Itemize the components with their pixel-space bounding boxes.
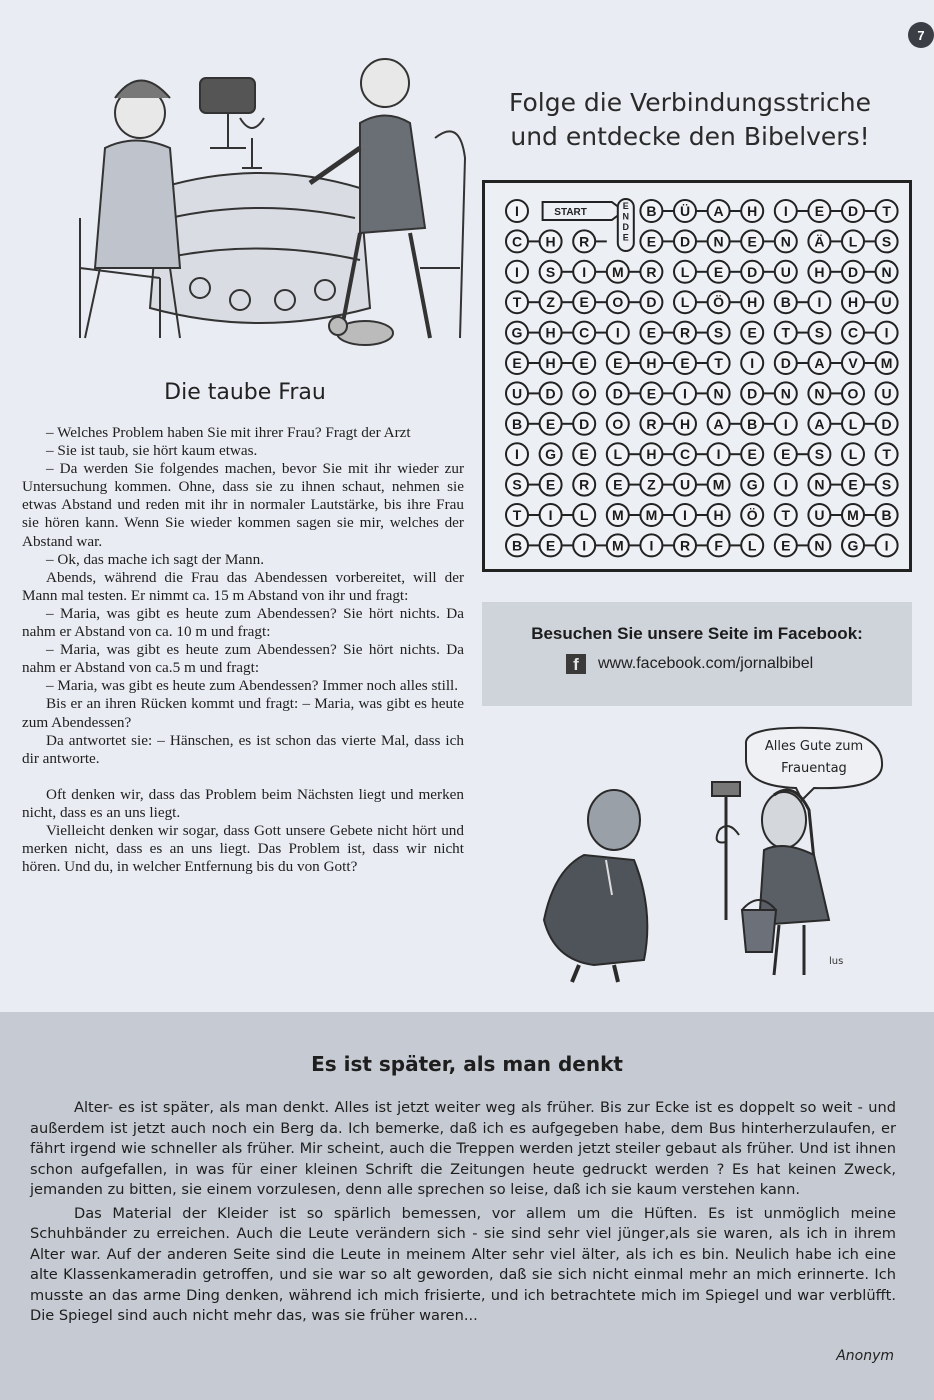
puzzle-letter: H: [713, 507, 724, 523]
puzzle-letter: I: [683, 507, 687, 523]
puzzle-letter: B: [511, 537, 523, 554]
puzzle-letter: I: [515, 446, 519, 463]
puzzle-letter: H: [545, 324, 556, 341]
end-label-letter: D: [622, 222, 630, 232]
puzzle-letter: L: [848, 415, 858, 432]
puzzle-letter: M: [611, 263, 624, 280]
puzzle-letter: O: [578, 385, 590, 402]
puzzle-letter: A: [713, 203, 724, 219]
puzzle-grid: [485, 183, 909, 569]
puzzle-letter: H: [747, 294, 758, 311]
puzzle-letter: M: [880, 355, 893, 371]
puzzle-letter: R: [579, 476, 590, 493]
puzzle-letter: T: [882, 446, 891, 463]
puzzle-letter: R: [646, 415, 657, 432]
puzzle-letter: N: [713, 385, 724, 402]
cartoon-signature: lus: [829, 956, 844, 967]
puzzle-letter: E: [781, 537, 791, 554]
puzzle-letter: L: [848, 233, 858, 250]
puzzle-letter: Z: [546, 294, 555, 311]
puzzle-letter: E: [579, 446, 589, 463]
puzzle-letter: U: [814, 507, 825, 523]
end-label-letter: E: [622, 201, 629, 211]
puzzle-letter: R: [679, 324, 691, 341]
puzzle-letter: Ö: [746, 507, 758, 523]
puzzle-letter: E: [579, 294, 589, 311]
puzzle-letter: O: [847, 385, 859, 402]
puzzle-letter: E: [781, 446, 791, 463]
story-paragraph: – Ok, das mache ich sagt der Mann.: [46, 550, 265, 568]
puzzle-letter: S: [512, 476, 522, 493]
story-paragraph: – Maria, was gibt es heute zum Abendessen? Sie hört nichts. Da nahm er Abstand von ca. 10 m und fragt:: [22, 604, 464, 641]
puzzle-letter: G: [511, 324, 523, 341]
facebook-link-row[interactable]: [566, 654, 813, 674]
puzzle-letter: D: [545, 385, 556, 402]
puzzle-letter: B: [646, 203, 657, 219]
puzzle-letter: E: [545, 476, 556, 493]
puzzle-title: [480, 86, 900, 154]
puzzle-letter: E: [747, 324, 757, 341]
puzzle-letter: V: [848, 355, 858, 371]
facebook-icon: f: [566, 654, 586, 674]
puzzle-letter: L: [848, 446, 858, 463]
story-paragraph: – Maria, was gibt es heute zum Abendessen? Sie hört nichts. Da nahm er Abstand von ca.5 m und fragt:: [22, 641, 464, 677]
puzzle-letter: E: [613, 355, 623, 371]
puzzle-letter: Ö: [713, 294, 725, 311]
puzzle-letter: D: [679, 233, 691, 250]
story-paragraph: Da antwortet sie: – Hänschen, es ist schon das vierte Mal, dass ich dir antworte.: [22, 731, 464, 767]
puzzle-letter: N: [814, 385, 825, 402]
puzzle-letter: E: [680, 355, 690, 371]
puzzle-letter: M: [611, 507, 624, 523]
puzzle-letter: O: [612, 294, 624, 311]
puzzle-letter: H: [747, 203, 758, 219]
story-paragraph: – Da werden Sie folgendes machen, bevor Sie mit ihr wieder zur Untersuchung kommen. Ohne, dass sie zu ihnen schaut, nehmen sie etwas Abstand und reden mit ihr in normaler Lautstärke, bis ihre Frau sie hören kann. Wenn Sie wieder kommen sagen sie mir, welches der Abstand war.: [22, 460, 464, 550]
facebook-heading: Besuchen Sie unsere Seite im Facebook:: [531, 624, 863, 643]
puzzle-letter: B: [511, 415, 523, 432]
puzzle-letter: E: [646, 385, 657, 402]
puzzle-letter: N: [814, 537, 825, 554]
puzzle-letter: O: [612, 415, 624, 432]
facebook-box: [482, 602, 912, 706]
puzzle-letter: S: [713, 324, 724, 341]
story-paragraph: Bis er an ihren Rücken kommt und fragt: – Maria, was gibt es heute zum Abendessen?: [22, 695, 464, 731]
puzzle-letter: I: [716, 446, 721, 463]
article-author: Anonym: [836, 1348, 894, 1364]
puzzle-letter: E: [613, 476, 623, 493]
puzzle-letter: R: [679, 537, 691, 554]
puzzle-letter: I: [750, 355, 755, 371]
puzzle-letter: I: [817, 294, 822, 311]
puzzle-letter: E: [512, 355, 522, 371]
puzzle-letter: S: [814, 324, 825, 341]
article-title: Es ist später, als man denkt: [311, 1052, 623, 1076]
puzzle-letter: E: [848, 476, 858, 493]
puzzle-letter: D: [646, 294, 657, 311]
article-paragraph: Alter- es ist später, als man denkt. Alles ist jetzt weiter weg als früher. Bis zur Ecke ist es doppelt so weit - und außerdem ist jetzt auch noch ein Berg da. Ich bemerke, daß ich es aufgegeben habe, dem Bus hinterherzulaufen, er fährt irgend wie schneller als früher. Mir scheint, auch die Treppen werden jetzt steiler gebaut als früher. Und ist ihnen schon aufgefallen, in was für einer kleinen Schrift die Zeitungen heute gedruckt werden ? Es hat keinen Zweck, jemanden zu bitten, sie einem vorzulesen, denn alle sprechen so leise, daß ich sie kaum verstehen kann.: [30, 1099, 896, 1198]
puzzle-letter: R: [646, 263, 657, 280]
puzzle-letter: Ä: [814, 233, 825, 250]
puzzle-letter: I: [582, 537, 587, 554]
end-label-letter: N: [622, 211, 630, 222]
puzzle-letter: H: [847, 294, 859, 311]
puzzle-letter: I: [615, 324, 620, 341]
puzzle-letter: G: [746, 476, 758, 493]
puzzle-letter: T: [714, 355, 723, 371]
puzzle-letter: I: [515, 263, 519, 280]
puzzle-letter: L: [680, 263, 690, 280]
puzzle-letter: D: [881, 415, 892, 432]
story-paragraph: – Sie ist taub, sie hört kaum etwas.: [46, 442, 258, 460]
puzzle-letter: D: [847, 203, 859, 219]
puzzle-letter: I: [548, 507, 553, 523]
puzzle-letter: D: [579, 415, 590, 432]
puzzle-letter: Z: [647, 476, 656, 493]
puzzle-letter: I: [649, 537, 654, 554]
end-label-letter: E: [622, 232, 629, 243]
letter-puzzle: [482, 180, 912, 572]
puzzle-letter: S: [881, 233, 892, 250]
puzzle-letter: L: [613, 446, 623, 463]
start-label: START: [554, 207, 587, 218]
puzzle-letter: M: [645, 507, 658, 523]
puzzle-letter: M: [611, 537, 624, 554]
puzzle-letter: C: [847, 324, 859, 341]
puzzle-letter: F: [714, 537, 723, 554]
puzzle-letter: M: [712, 476, 725, 493]
story-paragraph: Abends, während die Frau das Abendessen vorbereitet, will der Mann mal testen. Er nimmt ca. 15 m Abstand von ihr und fragt:: [22, 568, 464, 604]
puzzle-letter: D: [747, 385, 758, 402]
puzzle-letter: N: [780, 385, 791, 402]
facebook-url[interactable]: www.facebook.com/jornalbibel: [598, 655, 814, 672]
puzzle-letter: H: [679, 415, 691, 432]
story-paragraph: – Maria, was gibt es heute zum Abendessen? Immer noch alles still.: [46, 677, 459, 695]
puzzle-letter: N: [713, 233, 724, 250]
article-paragraph: Das Material der Kleider ist so spärlich bemessen, vor allem um die Hüften. Es ist unmöglich meine Schuhbänder zu erreichen. Auch die Leute verändern sich - sie sind sehr viel jünger,als sie waren, als ich in ihrem Alter war. Auf der anderen Seite sind die Leute in meinem Alter sehr viel älter, als ich es bin. Neulich habe ich eine alte Klassenkameradin getroffen, und sie war so alt geworden, daß sie sich nicht einmal mehr an mich erinnerte. Ich musste an das arme Ding denken, während ich mich frisierte, und ich betrachtete mich im Spiegel und war verblüfft. Die Spiegel sind auch nicht mehr das, was sie früher waren...: [30, 1204, 896, 1324]
bottom-article-panel: [0, 1012, 934, 1400]
puzzle-letter: E: [747, 446, 757, 463]
puzzle-letter: H: [646, 446, 657, 463]
puzzle-letter: E: [646, 233, 657, 250]
puzzle-letter: N: [780, 233, 791, 250]
puzzle-letter: U: [881, 385, 892, 402]
puzzle-letter: S: [545, 263, 556, 280]
puzzle-letter: E: [545, 537, 556, 554]
puzzle-letter: U: [679, 476, 691, 493]
puzzle-letter: I: [783, 415, 788, 432]
puzzle-letter: I: [783, 476, 788, 493]
puzzle-letter: H: [814, 263, 825, 280]
puzzle-letter: C: [511, 233, 523, 250]
puzzle-letter: E: [545, 415, 556, 432]
puzzle-letter: H: [545, 355, 556, 371]
puzzle-letter: T: [781, 324, 791, 341]
puzzle-letter: I: [884, 324, 889, 341]
puzzle-letter: D: [612, 385, 623, 402]
puzzle-letter: A: [713, 415, 724, 432]
puzzle-letter: L: [747, 537, 757, 554]
puzzle-letter: T: [512, 507, 522, 523]
puzzle-letter: I: [515, 203, 519, 219]
puzzle-letter: T: [882, 203, 891, 219]
puzzle-letter: M: [847, 507, 859, 523]
puzzle-letter: A: [814, 355, 825, 371]
puzzle-title-line: und entdecke den Bibelvers!: [510, 122, 870, 151]
story-paragraph: – Welches Problem haben Sie mit ihrer Frau? Fragt der Arzt: [46, 424, 411, 441]
puzzle-letter: E: [747, 233, 757, 250]
puzzle-letter: C: [579, 324, 590, 341]
story-paragraph: Vielleicht denken wir sogar, dass Gott unsere Gebete nicht hört und merken nicht, dass es an uns liegt. Das Problem ist, dass wir nicht hören. Und du, in welcher Entfernung bis du von Gott?: [22, 821, 464, 876]
puzzle-letter: S: [814, 446, 825, 463]
puzzle-letter: N: [881, 263, 892, 280]
puzzle-letter: B: [747, 415, 758, 432]
puzzle-letter: I: [582, 263, 587, 280]
bubble-text-line1: Alles Gute zum: [764, 739, 864, 754]
puzzle-title-line: Folge die Verbindungsstriche: [508, 88, 872, 117]
puzzle-letter: D: [747, 263, 758, 280]
story-paragraph: Oft denken wir, dass das Problem beim Nächsten liegt und merken nicht, dass es an uns liegt.: [22, 785, 464, 821]
puzzle-letter: B: [881, 507, 892, 523]
puzzle-letter: T: [512, 294, 522, 311]
story-title: Die taube Frau: [164, 380, 326, 405]
puzzle-letter: E: [646, 324, 657, 341]
puzzle-letter: B: [780, 294, 791, 311]
bubble-text-line2: Frauentag: [781, 761, 847, 776]
story-text: [22, 424, 464, 876]
puzzle-letter: I: [884, 537, 889, 554]
puzzle-letter: D: [847, 263, 859, 280]
puzzle-letter: N: [814, 476, 825, 493]
puzzle-letter: U: [511, 385, 523, 402]
puzzle-letter: S: [881, 476, 892, 493]
puzzle-letter: G: [847, 537, 859, 554]
puzzle-letter: E: [713, 263, 724, 280]
couple-dinner-illustration: [40, 38, 470, 358]
puzzle-letter: U: [780, 263, 791, 280]
puzzle-letter: E: [579, 355, 589, 371]
puzzle-letter: D: [780, 355, 791, 371]
puzzle-letter: H: [646, 355, 657, 371]
puzzle-letter: I: [783, 203, 788, 219]
puzzle-letter: L: [680, 294, 690, 311]
puzzle-letter: U: [881, 294, 892, 311]
article-body: [30, 1098, 896, 1327]
puzzle-letter: T: [781, 507, 791, 523]
womens-day-cartoon: [484, 720, 912, 988]
puzzle-letter: G: [545, 446, 557, 463]
puzzle-letter: Ü: [679, 203, 691, 219]
puzzle-letter: R: [579, 233, 590, 250]
puzzle-letter: E: [814, 203, 825, 219]
page-number-badge: 7: [908, 22, 934, 48]
puzzle-letter: I: [683, 385, 687, 402]
puzzle-letter: A: [814, 415, 825, 432]
puzzle-letter: H: [545, 233, 556, 250]
puzzle-letter: C: [679, 446, 691, 463]
puzzle-letter: L: [579, 507, 589, 523]
